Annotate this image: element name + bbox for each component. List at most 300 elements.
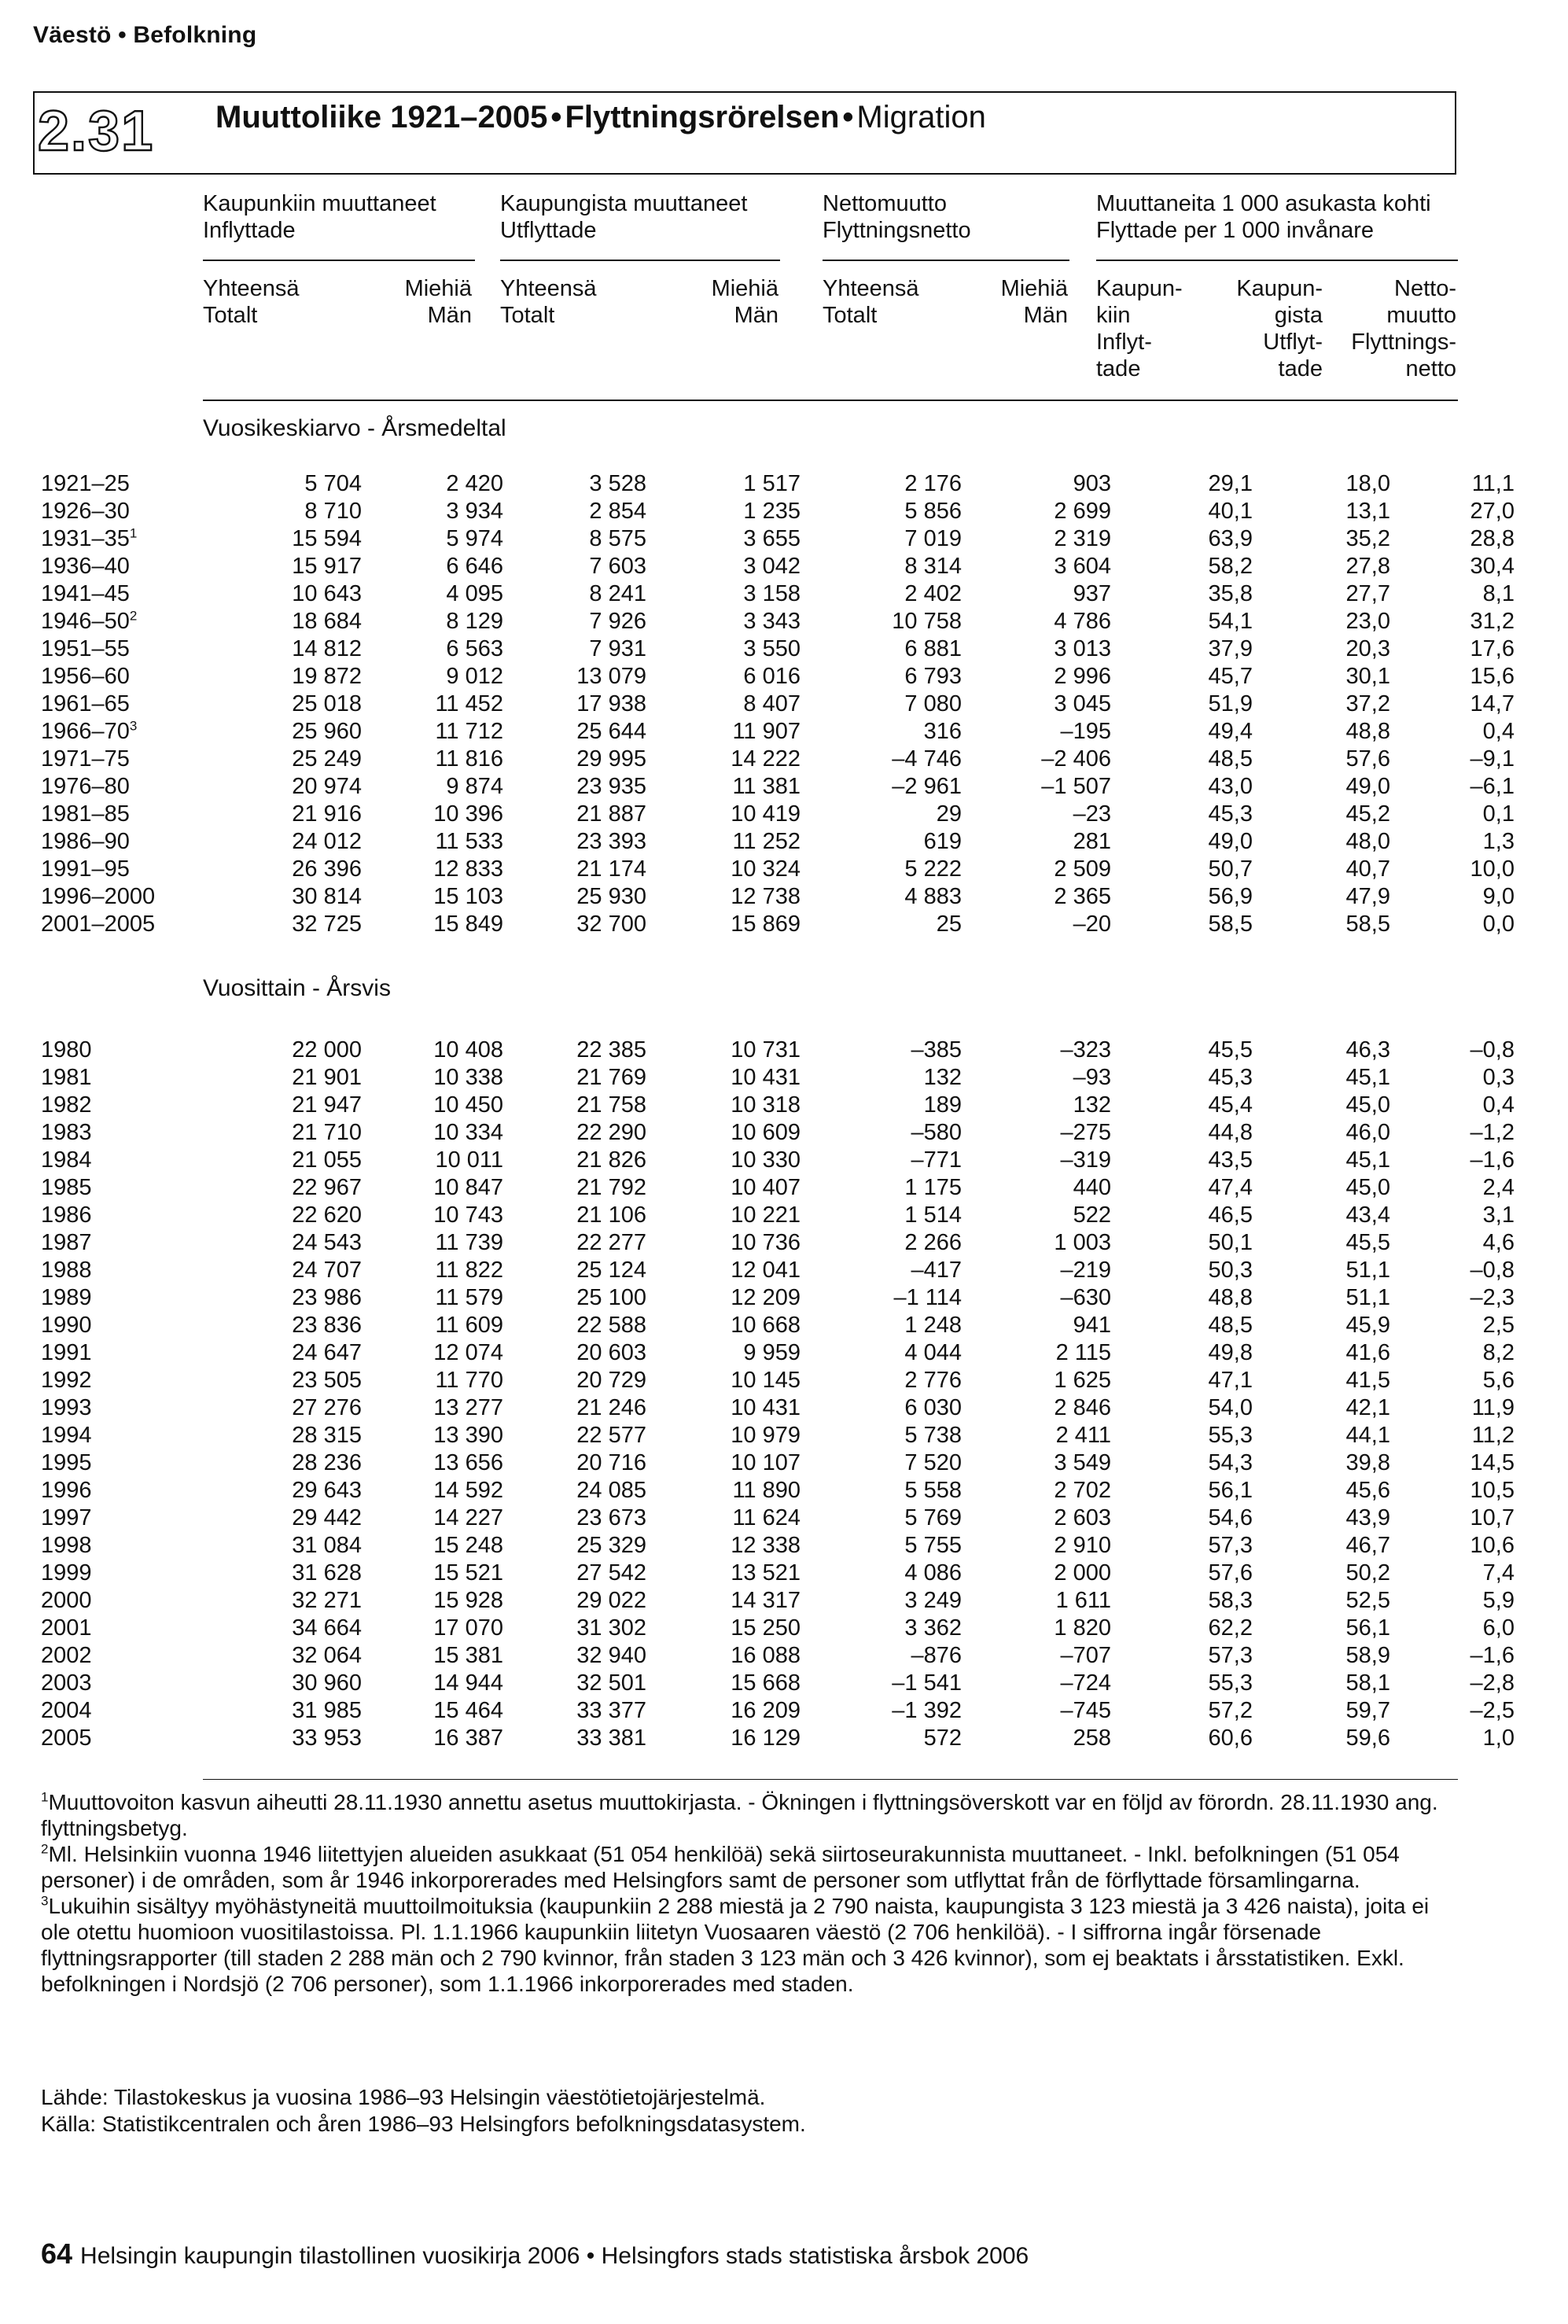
table-cell: 37,2 bbox=[1345, 691, 1390, 716]
table-cell: –20 bbox=[1073, 912, 1111, 937]
table-cell: 60,6 bbox=[1208, 1726, 1253, 1751]
table-cell: 29 643 bbox=[292, 1478, 362, 1503]
table-cell: 2 266 bbox=[904, 1230, 962, 1255]
table-cell: 1 003 bbox=[1054, 1230, 1111, 1255]
table-cell: 27,7 bbox=[1345, 581, 1390, 606]
table-row bbox=[41, 1587, 1515, 1615]
rule-inflyttade bbox=[203, 260, 475, 261]
table-cell: 11 609 bbox=[435, 1313, 503, 1338]
table-cell: 18 684 bbox=[292, 609, 362, 634]
row-period: 1987 bbox=[41, 1230, 92, 1255]
table-cell: 10,0 bbox=[1470, 856, 1515, 882]
title-finnish: Muuttoliike 1921–2005 bbox=[215, 100, 548, 134]
table-cell: 3 045 bbox=[1054, 691, 1111, 716]
table-cell: 15 103 bbox=[433, 884, 503, 909]
table-row bbox=[41, 746, 1515, 773]
table-cell: 15 928 bbox=[433, 1588, 503, 1613]
table-cell: 10 338 bbox=[433, 1065, 503, 1090]
table-cell: 11,2 bbox=[1471, 1423, 1515, 1448]
table-cell: –876 bbox=[911, 1643, 962, 1668]
table-cell: 42,1 bbox=[1345, 1395, 1390, 1420]
table-cell: 10 431 bbox=[731, 1065, 801, 1090]
table-cell: 11 816 bbox=[435, 746, 503, 772]
table-cell: 6 030 bbox=[904, 1395, 962, 1420]
table-cell: 49,0 bbox=[1345, 774, 1390, 799]
group-header-netto: Nettomuutto Flyttningsnetto bbox=[823, 191, 971, 243]
table-cell: 15,6 bbox=[1470, 664, 1515, 689]
table-cell: 7 019 bbox=[904, 526, 962, 551]
row-period: 1997 bbox=[41, 1505, 92, 1530]
table-cell: 21 887 bbox=[576, 801, 646, 827]
table-cell: 20 729 bbox=[576, 1368, 646, 1393]
table-cell: 20,3 bbox=[1345, 636, 1390, 661]
table-row bbox=[41, 1642, 1515, 1670]
table-cell: 55,3 bbox=[1208, 1423, 1253, 1448]
table-row bbox=[41, 1147, 1515, 1174]
table-cell: 25 930 bbox=[576, 884, 646, 909]
table-row bbox=[41, 498, 1515, 525]
table-row bbox=[41, 1339, 1515, 1367]
table-cell: 29 bbox=[936, 801, 962, 827]
table-cell: 14,5 bbox=[1470, 1450, 1515, 1475]
table-cell: 10 334 bbox=[433, 1120, 503, 1145]
row-period: 1998 bbox=[41, 1533, 92, 1558]
table-cell: 45,5 bbox=[1208, 1037, 1253, 1063]
table-cell: 2 846 bbox=[1054, 1395, 1111, 1420]
table-row bbox=[41, 718, 1515, 746]
table-cell: 45,0 bbox=[1345, 1175, 1390, 1200]
table-cell: 3 655 bbox=[743, 526, 801, 551]
table-cell: 21 901 bbox=[292, 1065, 362, 1090]
table-cell: –275 bbox=[1060, 1120, 1111, 1145]
row-period: $1966-70^3$ bbox=[41, 718, 138, 744]
table-cell: 572 bbox=[923, 1726, 962, 1751]
table-cell: 25 960 bbox=[292, 719, 362, 744]
footnote-marker: 2 bbox=[129, 608, 138, 624]
table-cell: 5 769 bbox=[904, 1505, 962, 1530]
table-cell: –6,1 bbox=[1470, 774, 1515, 799]
table-cell: 40,7 bbox=[1345, 856, 1390, 882]
table-cell: 21 916 bbox=[292, 801, 362, 827]
table-cell: 12 738 bbox=[731, 884, 801, 909]
table-cell: 15 869 bbox=[731, 912, 801, 937]
table-cell: 40,1 bbox=[1208, 499, 1253, 524]
table-cell: 2 000 bbox=[1054, 1560, 1111, 1586]
table-cell: 25 124 bbox=[576, 1258, 646, 1283]
table-cell: 22 967 bbox=[292, 1175, 362, 1200]
table-cell: 10 431 bbox=[731, 1395, 801, 1420]
subheader-out-men: Miehiä Män bbox=[711, 276, 778, 328]
table-row bbox=[41, 663, 1515, 691]
table-cell: 22 385 bbox=[576, 1037, 646, 1063]
table-cell: 8 314 bbox=[904, 554, 962, 579]
page-footer bbox=[41, 2237, 1029, 2271]
table-cell: 8 129 bbox=[446, 609, 503, 634]
table-cell: 132 bbox=[1073, 1092, 1111, 1118]
table-cell: 45,0 bbox=[1345, 1092, 1390, 1118]
table-cell: 0,0 bbox=[1482, 912, 1515, 937]
row-period: 1921–25 bbox=[41, 471, 130, 496]
table-cell: 58,5 bbox=[1208, 912, 1253, 937]
table-cell: 57,6 bbox=[1208, 1560, 1253, 1586]
table-cell: 21 769 bbox=[576, 1065, 646, 1090]
table-cell: 189 bbox=[923, 1092, 962, 1118]
table-cell: 23 836 bbox=[292, 1313, 362, 1338]
table-cell: 2 176 bbox=[904, 471, 962, 496]
table-cell: 5 974 bbox=[446, 526, 503, 551]
table-cell: 58,9 bbox=[1345, 1643, 1390, 1668]
row-period: 1981–85 bbox=[41, 801, 130, 827]
table-cell: 3 042 bbox=[743, 554, 801, 579]
table-cell: 316 bbox=[923, 719, 962, 744]
footer-text: Helsingin kaupungin tilastollinen vuosikirja 2006 • Helsingfors stads statistiska årsbok 2006 bbox=[80, 2243, 1029, 2269]
table-row bbox=[41, 1560, 1515, 1587]
table-cell: 13 390 bbox=[433, 1423, 503, 1448]
table-cell: –4 746 bbox=[892, 746, 962, 772]
table-cell: 41,5 bbox=[1345, 1368, 1390, 1393]
table-cell: –2,5 bbox=[1470, 1698, 1515, 1723]
table-cell: 10 221 bbox=[731, 1203, 801, 1228]
table-cell: 6 793 bbox=[904, 664, 962, 689]
table-cell: 25 329 bbox=[576, 1533, 646, 1558]
table-cell: 30,4 bbox=[1470, 554, 1515, 579]
table-cell: 3 343 bbox=[743, 609, 801, 634]
table-cell: 2 509 bbox=[1054, 856, 1111, 882]
row-period: 1995 bbox=[41, 1450, 92, 1475]
table-cell: –417 bbox=[911, 1258, 962, 1283]
table-cell: 32 064 bbox=[292, 1643, 362, 1668]
table-yearly bbox=[41, 1037, 1515, 1752]
table-cell: 1 820 bbox=[1054, 1615, 1111, 1641]
table-cell: 11 907 bbox=[732, 719, 801, 744]
table-cell: 8 407 bbox=[743, 691, 801, 716]
row-period: 1961–65 bbox=[41, 691, 130, 716]
table-row bbox=[41, 1229, 1515, 1257]
table-row bbox=[41, 828, 1515, 856]
table-cell: 15 594 bbox=[292, 526, 362, 551]
table-cell: 10 407 bbox=[731, 1175, 801, 1200]
row-period: 1986–90 bbox=[41, 829, 130, 854]
table-cell: 20 603 bbox=[576, 1340, 646, 1365]
table-cell: 1 235 bbox=[743, 499, 801, 524]
table-cell: 62,2 bbox=[1208, 1615, 1253, 1641]
row-period: 1986 bbox=[41, 1203, 92, 1228]
row-period: 1994 bbox=[41, 1423, 92, 1448]
table-cell: 3,1 bbox=[1482, 1203, 1515, 1228]
table-cell: 63,9 bbox=[1208, 526, 1253, 551]
table-row bbox=[41, 1422, 1515, 1449]
table-cell: 6 646 bbox=[446, 554, 503, 579]
table-cell: 10,5 bbox=[1470, 1478, 1515, 1503]
footnote-1: $^1$Muuttovoiton kasvun aiheutti 28.11.1930 annettu asetus muuttokirjasta. - Ökningen i flyttningsöverskott var en följd av förordn. 28.11.1930 ang. flyttningsbetyg. bbox=[41, 1789, 1438, 1840]
table-cell: 45,4 bbox=[1208, 1092, 1253, 1118]
row-period: 1926–30 bbox=[41, 499, 130, 524]
table-cell: 8 241 bbox=[589, 581, 646, 606]
table-cell: 903 bbox=[1073, 471, 1111, 496]
table-cell: 5 222 bbox=[904, 856, 962, 882]
rule-utflyttade bbox=[500, 260, 780, 261]
table-cell: 15 668 bbox=[731, 1670, 801, 1696]
table-row bbox=[41, 1064, 1515, 1092]
table-cell: –0,8 bbox=[1470, 1037, 1515, 1063]
table-cell: –385 bbox=[911, 1037, 962, 1063]
table-cell: 6 563 bbox=[446, 636, 503, 661]
table-cell: 31 628 bbox=[292, 1560, 362, 1586]
table-cell: 43,0 bbox=[1208, 774, 1253, 799]
table-cell: 10 979 bbox=[731, 1423, 801, 1448]
table-cell: 45,2 bbox=[1345, 801, 1390, 827]
table-row bbox=[41, 883, 1515, 911]
table-cell: 12 338 bbox=[731, 1533, 801, 1558]
table-cell: 2 910 bbox=[1054, 1533, 1111, 1558]
row-period: 1941–45 bbox=[41, 581, 130, 606]
row-period: 1981 bbox=[41, 1065, 92, 1090]
table-cell: 20 974 bbox=[292, 774, 362, 799]
table-cell: 32 725 bbox=[292, 912, 362, 937]
table-row bbox=[41, 1697, 1515, 1725]
row-period: 1956–60 bbox=[41, 664, 130, 689]
table-cell: –1,6 bbox=[1470, 1643, 1515, 1668]
table-cell: 17 938 bbox=[576, 691, 646, 716]
table-cell: 57,6 bbox=[1345, 746, 1390, 772]
row-period: 1936–40 bbox=[41, 554, 130, 579]
table-cell: 18,0 bbox=[1345, 471, 1390, 496]
row-period: 1985 bbox=[41, 1175, 92, 1200]
row-period: 2001 bbox=[41, 1615, 92, 1641]
table-cell: 14 812 bbox=[292, 636, 362, 661]
table-cell: 31,2 bbox=[1470, 609, 1515, 634]
table-row bbox=[41, 1615, 1515, 1642]
table-cell: 15 248 bbox=[433, 1533, 503, 1558]
table-cell: 44,1 bbox=[1345, 1423, 1390, 1448]
table-cell: 46,5 bbox=[1208, 1203, 1253, 1228]
table-cell: 10 318 bbox=[731, 1092, 801, 1118]
table-cell: 15 849 bbox=[433, 912, 503, 937]
table-cell: 59,6 bbox=[1345, 1726, 1390, 1751]
table-cell: 941 bbox=[1073, 1313, 1111, 1338]
source-swedish: Källa: Statistikcentralen och åren 1986–93 Helsingfors befolkningsdatasystem. bbox=[41, 2112, 806, 2136]
table-cell: 54,3 bbox=[1208, 1450, 1253, 1475]
table-cell: 50,1 bbox=[1208, 1230, 1253, 1255]
row-period: 1996 bbox=[41, 1478, 92, 1503]
row-period: 1980 bbox=[41, 1037, 92, 1063]
table-cell: –23 bbox=[1073, 801, 1111, 827]
table-cell: 55,3 bbox=[1208, 1670, 1253, 1696]
table-cell: 7 931 bbox=[589, 636, 646, 661]
table-cell: –630 bbox=[1060, 1285, 1111, 1310]
table-cell: 21 947 bbox=[292, 1092, 362, 1118]
table-cell: 13 277 bbox=[433, 1395, 503, 1420]
table-cell: 1 625 bbox=[1054, 1368, 1111, 1393]
table-cell: 13 656 bbox=[433, 1450, 503, 1475]
table-cell: 24 707 bbox=[292, 1258, 362, 1283]
table-cell: 47,1 bbox=[1208, 1368, 1253, 1393]
table-cell: 13,1 bbox=[1345, 499, 1390, 524]
table-cell: 281 bbox=[1073, 829, 1111, 854]
table-cell: –1 114 bbox=[893, 1285, 962, 1310]
table-cell: 11 890 bbox=[732, 1478, 801, 1503]
table-cell: 59,7 bbox=[1345, 1698, 1390, 1723]
table-cell: 440 bbox=[1073, 1175, 1111, 1200]
subheader-net-men: Miehiä Män bbox=[1000, 276, 1068, 328]
table-cell: 15 464 bbox=[433, 1698, 503, 1723]
table-cell: –1 507 bbox=[1041, 774, 1111, 799]
footnote-3: $^3$Lukuihin sisältyy myöhästyneitä muuttoilmoituksia (kaupunkiin 2 288 miestä ja 2 790 naista, kaupungista 3 123 miestä ja 3 426 naista), joita ei ole otettu huomioon vuositilastoissa. Pl. 1.1.1966 kaupunkiin liitetyn Vuosaaren väestö (2 706 henkilöä). - I siffrorna ingår försenade flyttningsrapporter (till staden 2 288 män och 2 790 kvinnor, från staden 3 123 män och 3 426 kvinnor), som ej beaktats i årsstatistiken. Exkl. befolkningen i Nordsjö (2 706 personer), som 1.1.1966 inkorporerades med staden. bbox=[41, 1893, 1430, 1996]
table-title-box bbox=[33, 91, 1456, 175]
table-cell: 10 450 bbox=[433, 1092, 503, 1118]
table-cell: 25 bbox=[936, 912, 962, 937]
table-cell: 14 222 bbox=[731, 746, 801, 772]
table-cell: 35,8 bbox=[1208, 581, 1253, 606]
row-period: 1983 bbox=[41, 1120, 92, 1145]
row-period: 1993 bbox=[41, 1395, 92, 1420]
table-cell: 7 080 bbox=[904, 691, 962, 716]
table-cell: 2 854 bbox=[589, 499, 646, 524]
table-row bbox=[41, 1257, 1515, 1284]
table-cell: –2,3 bbox=[1470, 1285, 1515, 1310]
table-row bbox=[41, 635, 1515, 663]
table-cell: 57,2 bbox=[1208, 1698, 1253, 1723]
table-cell: 28 236 bbox=[292, 1450, 362, 1475]
table-cell: 3 528 bbox=[589, 471, 646, 496]
table-cell: 46,0 bbox=[1345, 1120, 1390, 1145]
table-cell: 45,1 bbox=[1345, 1065, 1390, 1090]
table-cell: 16 129 bbox=[731, 1726, 801, 1751]
subheader-in-men: Miehiä Män bbox=[404, 276, 472, 328]
table-cell: 50,2 bbox=[1345, 1560, 1390, 1586]
table-cell: 5 856 bbox=[904, 499, 962, 524]
table-bottom-rule bbox=[203, 1779, 1458, 1780]
table-cell: 25 018 bbox=[292, 691, 362, 716]
table-cell: 10 736 bbox=[731, 1230, 801, 1255]
table-cell: 46,3 bbox=[1345, 1037, 1390, 1063]
table-cell: 45,3 bbox=[1208, 1065, 1253, 1090]
row-period: 2002 bbox=[41, 1643, 92, 1668]
table-cell: 3 362 bbox=[904, 1615, 962, 1641]
table-cell: –323 bbox=[1060, 1037, 1111, 1063]
table-cell: 10,6 bbox=[1470, 1533, 1515, 1558]
table-cell: 27 276 bbox=[292, 1395, 362, 1420]
row-period: 1996–2000 bbox=[41, 884, 156, 909]
table-cell: 32 700 bbox=[576, 912, 646, 937]
table-cell: 21 055 bbox=[292, 1147, 362, 1173]
page-number: 64 bbox=[41, 2237, 73, 2270]
table-averages bbox=[41, 470, 1515, 938]
row-period: 1991 bbox=[41, 1340, 92, 1365]
table-cell: 22 290 bbox=[576, 1120, 646, 1145]
table-cell: 31 985 bbox=[292, 1698, 362, 1723]
table-cell: 29 442 bbox=[292, 1505, 362, 1530]
table-cell: 5 755 bbox=[904, 1533, 962, 1558]
table-cell: 33 377 bbox=[576, 1698, 646, 1723]
table-row bbox=[41, 1312, 1515, 1339]
subheader-rate-out: Kaupun- gista Utflyt- tade bbox=[1236, 276, 1323, 381]
table-cell: 45,6 bbox=[1345, 1478, 1390, 1503]
table-row bbox=[41, 691, 1515, 718]
table-cell: 32 501 bbox=[576, 1670, 646, 1696]
table-cell: 10 643 bbox=[292, 581, 362, 606]
table-cell: 45,9 bbox=[1345, 1313, 1390, 1338]
table-cell: 48,5 bbox=[1208, 1313, 1253, 1338]
table-cell: 12 074 bbox=[433, 1340, 503, 1365]
table-cell: 8 710 bbox=[304, 499, 362, 524]
table-cell: 14,7 bbox=[1470, 691, 1515, 716]
section-label-averages: Vuosikeskiarvo - Årsmedeltal bbox=[203, 415, 506, 441]
table-cell: 22 000 bbox=[292, 1037, 362, 1063]
table-cell: 13 521 bbox=[731, 1560, 801, 1586]
table-cell: 10 107 bbox=[731, 1450, 801, 1475]
table-cell: 48,0 bbox=[1345, 829, 1390, 854]
table-cell: 27,0 bbox=[1470, 499, 1515, 524]
table-cell: 30 960 bbox=[292, 1670, 362, 1696]
table-cell: –219 bbox=[1060, 1258, 1111, 1283]
table-row bbox=[41, 1532, 1515, 1560]
row-period: 2004 bbox=[41, 1698, 92, 1723]
row-period: 1951–55 bbox=[41, 636, 130, 661]
table-cell: –1 541 bbox=[892, 1670, 962, 1696]
table-cell: 21 826 bbox=[576, 1147, 646, 1173]
table-cell: 14 227 bbox=[433, 1505, 503, 1530]
table-cell: 10 758 bbox=[892, 609, 962, 634]
table-cell: 13 079 bbox=[576, 664, 646, 689]
table-cell: 23 393 bbox=[576, 829, 646, 854]
source-finnish: Lähde: Tilastokeskus ja vuosina 1986–93 Helsingin väestötietojärjestelmä. bbox=[41, 2085, 766, 2109]
table-cell: 9 959 bbox=[743, 1340, 801, 1365]
table-cell: 29,1 bbox=[1208, 471, 1253, 496]
row-period: 1982 bbox=[41, 1092, 92, 1118]
table-cell: 25 100 bbox=[576, 1285, 646, 1310]
subheader-in-total: Yhteensä Totalt bbox=[203, 276, 300, 328]
table-cell: 16 088 bbox=[731, 1643, 801, 1668]
table-cell: 2 699 bbox=[1054, 499, 1111, 524]
subheader-out-total: Yhteensä Totalt bbox=[500, 276, 597, 328]
row-period: 1991–95 bbox=[41, 856, 130, 882]
table-cell: 32 940 bbox=[576, 1643, 646, 1668]
table-cell: 10 847 bbox=[433, 1175, 503, 1200]
table-cell: 9 012 bbox=[446, 664, 503, 689]
subheader-rate-net: Netto- muutto Flyttnings- netto bbox=[1351, 276, 1456, 381]
table-cell: 3 013 bbox=[1054, 636, 1111, 661]
table-cell: 2,4 bbox=[1482, 1175, 1515, 1200]
table-cell: 57,3 bbox=[1208, 1533, 1253, 1558]
table-cell: 48,8 bbox=[1208, 1285, 1253, 1310]
table-cell: 16 209 bbox=[731, 1698, 801, 1723]
footnote-2: $^2$Ml. Helsinkiin vuonna 1946 liitettyjen alueiden asukkaat (51 054 henkilöä) sekä siirtoseurakunnista muuttaneet. - Inkl. befolkningen (51 054 personer) i de områden, som år 1946 inkorporerades med Helsingfors samt de personer som utflyttat från de förflyttade församlingarna. bbox=[41, 1841, 1400, 1892]
table-cell: 1,0 bbox=[1482, 1726, 1515, 1751]
table-cell: 43,9 bbox=[1345, 1505, 1390, 1530]
table-row bbox=[41, 553, 1515, 580]
table-cell: 15 521 bbox=[433, 1560, 503, 1586]
table-cell: 50,3 bbox=[1208, 1258, 1253, 1283]
table-cell: –0,8 bbox=[1470, 1258, 1515, 1283]
table-cell: 48,8 bbox=[1345, 719, 1390, 744]
table-cell: 23,0 bbox=[1345, 609, 1390, 634]
table-cell: 7,4 bbox=[1482, 1560, 1515, 1586]
row-period: 2001–2005 bbox=[41, 912, 156, 937]
table-cell: 11 579 bbox=[435, 1285, 503, 1310]
table-cell: –319 bbox=[1060, 1147, 1111, 1173]
table-cell: 2 996 bbox=[1054, 664, 1111, 689]
row-period: 1988 bbox=[41, 1258, 92, 1283]
table-cell: 7 926 bbox=[589, 609, 646, 634]
table-cell: 28 315 bbox=[292, 1423, 362, 1448]
table-cell: 10 145 bbox=[731, 1368, 801, 1393]
table-cell: 11 770 bbox=[435, 1368, 503, 1393]
table-cell: 6 016 bbox=[743, 664, 801, 689]
table-cell: 8 575 bbox=[589, 526, 646, 551]
table-cell: 21 758 bbox=[576, 1092, 646, 1118]
table-cell: 11,1 bbox=[1471, 471, 1515, 496]
